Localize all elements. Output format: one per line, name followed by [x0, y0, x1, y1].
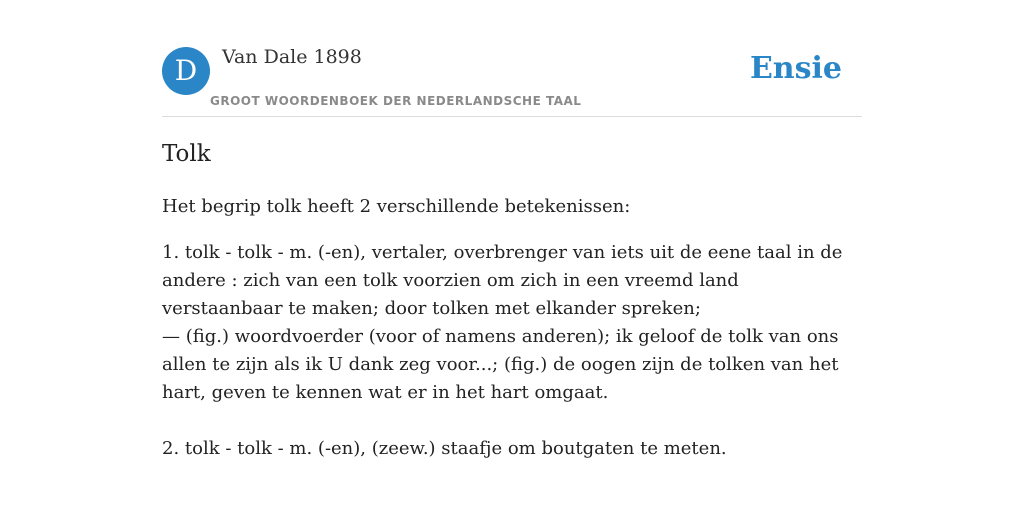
definition-item [162, 239, 862, 407]
brand-logo[interactable]: Ensie [749, 51, 842, 86]
definition-figurative-text: — (fig.) woordvoerder (voor of namens anderen); ik geloof de tolk van ons allen te zijn als ik U dank zeg voor...; (fig.) de oogen zijn de tolken van het hart, geven te kennen wat er in het hart omgaat. [162, 326, 839, 403]
intro-text: Het begrip tolk heeft 2 verschillende betekenissen: [162, 196, 631, 217]
source-subtitle: GROOT WOORDENBOEK DER NEDERLANDSCHE TAAL [210, 94, 582, 108]
source-title[interactable]: Van Dale 1898 [222, 46, 362, 68]
term-title: Tolk [162, 141, 211, 167]
page-container [162, 0, 862, 459]
definitions-list [162, 239, 862, 463]
header [162, 0, 862, 117]
definition-text: 2. tolk - tolk - m. (-en), (zeew.) staafje om boutgaten te meten. [162, 438, 727, 459]
definition-item [162, 435, 862, 463]
source-avatar[interactable]: D [162, 47, 210, 95]
definition-text: 1. tolk - tolk - m. (-en), vertaler, overbrenger van iets uit de eene taal in de andere : zich van een tolk voorzien om zich in een vreemd land verstaanbaar te maken; door tolken met elkander spreken; [162, 242, 843, 319]
